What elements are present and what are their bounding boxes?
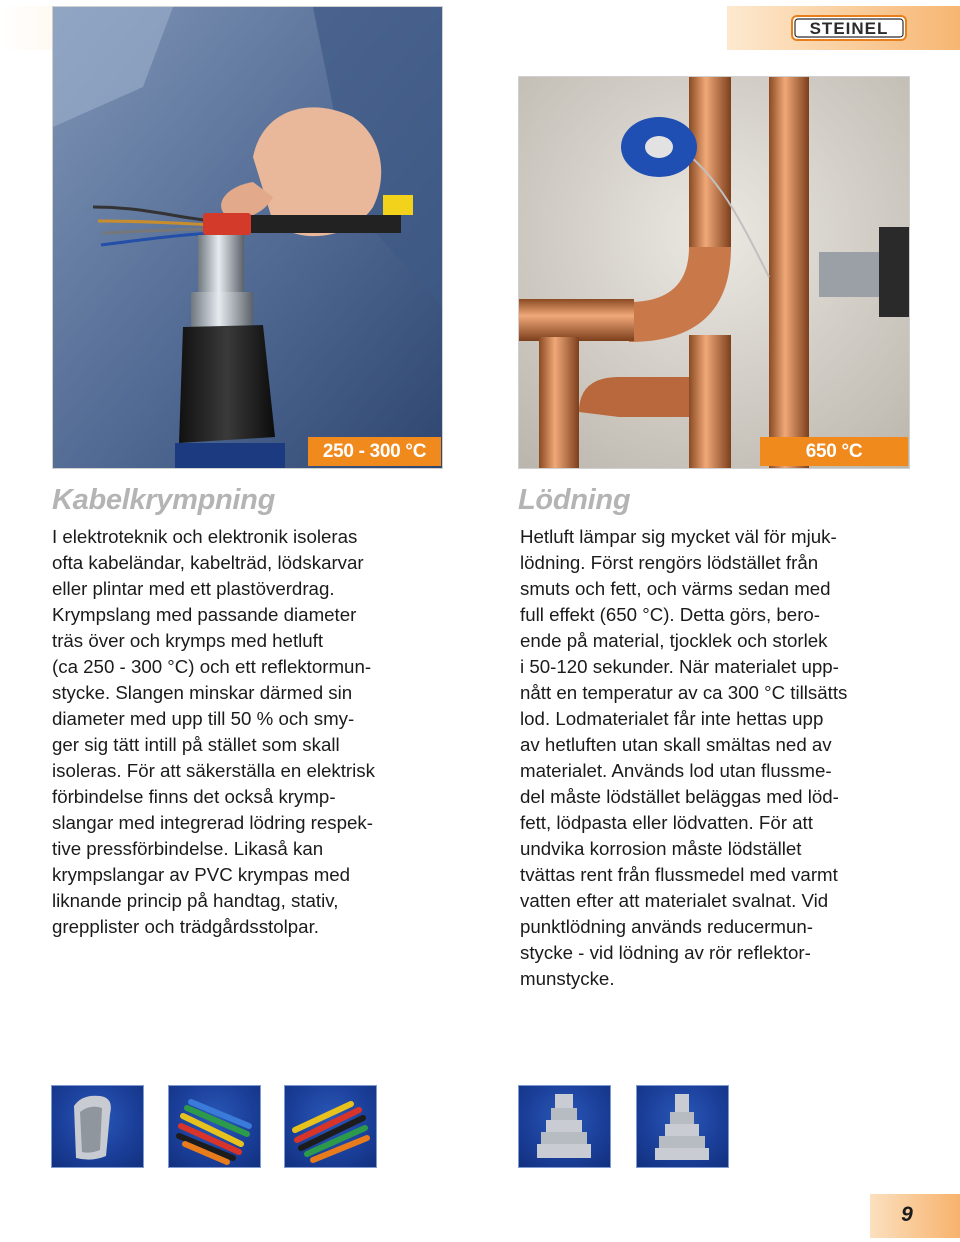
text-line: träs över och krymps med hetluft (52, 630, 324, 651)
temperature-badge-left: 250 - 300 °C (308, 437, 441, 466)
text-line: tvättas rent från flussmedel med varmt (520, 864, 838, 885)
steinel-logo (791, 14, 907, 42)
text-line: ger sig tätt intill på stället som skall (52, 734, 340, 755)
text-line: stycke. Slangen minskar därmed sin (52, 682, 353, 703)
text-line: krympslangar av PVC krympas med (52, 864, 351, 885)
text-line: (ca 250 - 300 °C) och ett reflektormun- (52, 656, 372, 677)
section-title-soldering: Lödning (518, 484, 631, 516)
logo-lettering: STEINEL (809, 19, 889, 38)
text-line: vatten efter att materialet svalnat. Vid (520, 890, 829, 911)
text-line: ofta kabeländar, kabelträd, lödskarvar (52, 552, 364, 573)
text-line: undvika korrosion måste lödstället (520, 838, 802, 859)
text-line: slangar med integrerad lödring respek- (52, 812, 373, 833)
text-line: eller plintar med ett plastöverdrag. (52, 578, 335, 599)
text-line: ende på material, tjocklek och storlek (520, 630, 828, 651)
text-line: diameter med upp till 50 % och smy- (52, 708, 355, 729)
text-line: stycke - vid lödning av rör reflektor- (520, 942, 811, 963)
thumb-shrink-tubes-assorted (284, 1085, 377, 1168)
text-line: full effekt (650 °C). Detta görs, bero- (520, 604, 821, 625)
text-line: i 50-120 sekunder. När materialet upp- (520, 656, 839, 677)
text-line: lödning. Först rengörs lödstället från (520, 552, 819, 573)
text-line: av hetluften utan skall smältas ned av (520, 734, 832, 755)
text-line: Hetluft lämpar sig mycket väl för mjuk- (520, 526, 837, 547)
photo-soldering-pipes (518, 76, 910, 469)
thumb-reducer-nozzle-2 (636, 1085, 729, 1168)
text-line: munstycke. (520, 968, 615, 989)
section-body-cable-shrinking (52, 524, 375, 940)
thumb-shrink-tubes (168, 1085, 261, 1168)
thumb-reflector-nozzle (51, 1085, 144, 1168)
text-line: nått en temperatur av ca 300 °C tillsätts (520, 682, 848, 703)
section-body-soldering (520, 524, 847, 992)
photo-cable-shrinking (52, 6, 443, 469)
text-line: tive pressförbindelse. Likaså kan (52, 838, 324, 859)
text-line: liknande princip på handtag, stativ, (52, 890, 339, 911)
text-line: del måste lödstället beläggas med löd- (520, 786, 839, 807)
temperature-badge-right: 650 °C (760, 437, 908, 466)
text-line: lod. Lodmaterialet får inte hettas upp (520, 708, 824, 729)
text-line: grepplister och trädgårdsstolpar. (52, 916, 319, 937)
text-line: förbindelse finns det också krymp- (52, 786, 336, 807)
page-number: 9 (901, 1203, 913, 1226)
text-line: I elektroteknik och elektronik isoleras (52, 526, 358, 547)
section-title-cable-shrinking: Kabelkrympning (52, 484, 276, 516)
text-line: Krympslang med passande diameter (52, 604, 357, 625)
text-line: smuts och fett, och värms sedan med (520, 578, 831, 599)
text-line: isoleras. För att säkerställa en elektrisk (52, 760, 375, 781)
thumb-reducer-nozzle-1 (518, 1085, 611, 1168)
text-line: fett, lödpasta eller lödvatten. För att (520, 812, 813, 833)
text-line: punktlödning används reducermun- (520, 916, 813, 937)
text-line: materialet. Används lod utan flussme- (520, 760, 832, 781)
